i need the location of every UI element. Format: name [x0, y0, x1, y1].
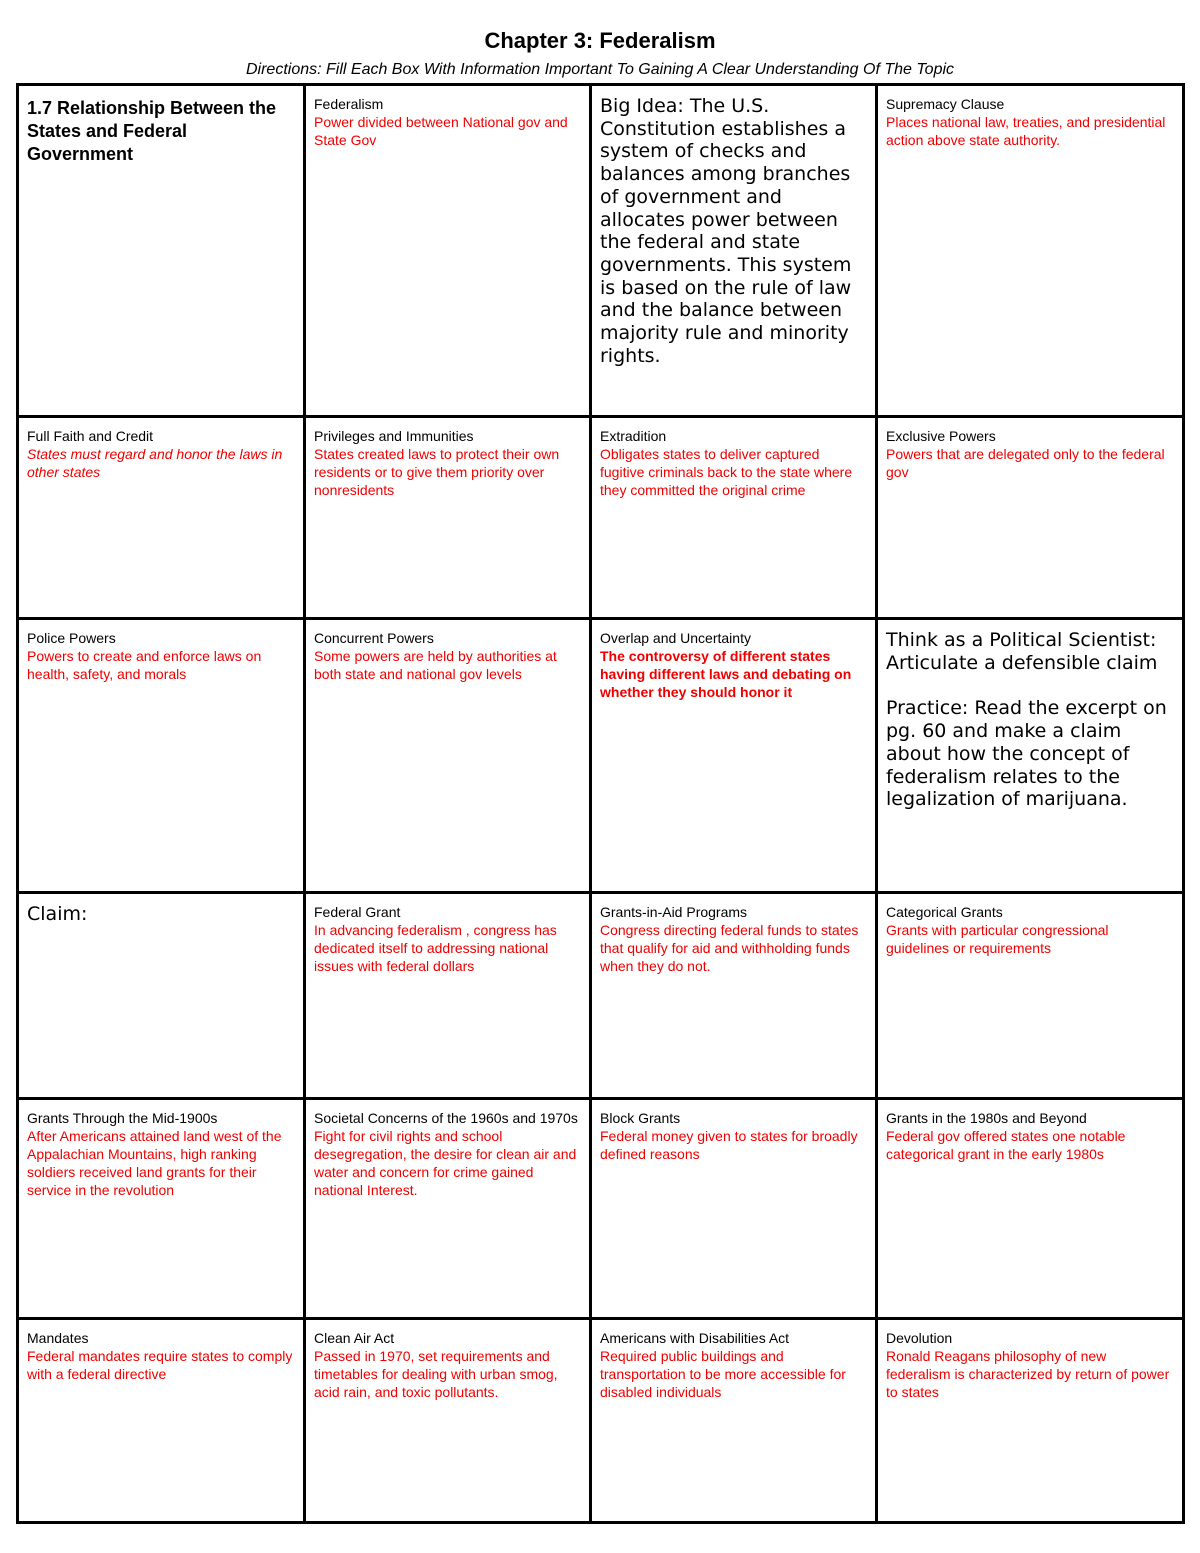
def-societal: Fight for civil rights and school desegregation, the desire for clean air and water and concern for crime gained national Interest.	[314, 1128, 577, 1198]
term-police: Police Powers	[27, 630, 116, 646]
directions: Directions: Fill Each Box With Information Important To Gaining A Clear Understanding Of The Topic	[245, 61, 955, 78]
term-privileges: Privileges and Immunities	[314, 428, 474, 444]
def-privileges: States created laws to protect their own residents or to give them priority over nonresidents	[314, 446, 560, 498]
term-supremacy: Supremacy Clause	[886, 96, 1005, 112]
cell-ada	[591, 1319, 877, 1523]
term-federal-grant: Federal Grant	[314, 904, 401, 920]
cell-mandates	[18, 1319, 305, 1523]
cell-police	[18, 619, 305, 893]
def-supremacy: Places national law, treaties, and presidential action above state authority.	[886, 114, 1166, 148]
grid-row-1	[18, 85, 1184, 417]
cell-heading	[18, 85, 305, 417]
cell-claim	[18, 893, 305, 1099]
def-exclusive: Powers that are delegated only to the federal gov	[886, 446, 1165, 480]
term-extradition: Extradition	[600, 428, 667, 444]
def-mandates: Federal mandates require states to comply with a federal directive	[27, 1348, 293, 1382]
def-extradition: Obligates states to deliver captured fugitive criminals back to the state where they committed the original crime	[600, 446, 853, 498]
term-mandates: Mandates	[27, 1330, 89, 1346]
cell-block	[591, 1099, 877, 1319]
term-societal: Societal Concerns of the 1960s and 1970s	[314, 1110, 578, 1126]
term-grants-1980s: Grants in the 1980s and Beyond	[886, 1110, 1087, 1126]
def-police: Powers to create and enforce laws on health, safety, and morals	[27, 648, 262, 682]
notes-grid	[16, 83, 1185, 1524]
term-federalism: Federalism	[314, 96, 384, 112]
think-prompt	[886, 629, 1174, 811]
cell-grants-1980s	[877, 1099, 1184, 1319]
page-title: Chapter 3: Federalism	[484, 28, 716, 53]
def-grants-mid1900s: After Americans attained land west of the Appalachian Mountains, high ranking soldiers received land grants for their service in the revolution	[27, 1128, 282, 1198]
cell-concurrent	[305, 619, 591, 893]
def-clean-air: Passed in 1970, set requirements and timetables for dealing with urban smog, acid rain, and toxic pollutants.	[314, 1348, 558, 1400]
def-grants-1980s: Federal gov offered states one notable categorical grant in the early 1980s	[886, 1128, 1126, 1162]
term-devolution: Devolution	[886, 1330, 953, 1346]
def-full-faith: States must regard and honor the laws in other states	[27, 446, 283, 480]
term-block: Block Grants	[600, 1110, 681, 1126]
grid-row-2	[18, 417, 1184, 619]
big-idea-text: Big Idea: The U.S. Constitution establishes a system of checks and balances among branches of government and allocates power between the federal and state governments. This system is based on the rule of law and the balance between majority rule and minority rights.	[600, 95, 852, 367]
cell-federal-grant	[305, 893, 591, 1099]
cell-big-idea	[591, 85, 877, 417]
term-concurrent: Concurrent Powers	[314, 630, 434, 646]
cell-grants-in-aid	[591, 893, 877, 1099]
def-federal-grant: In advancing federalism , congress has dedicated itself to addressing national issues with federal dollars	[314, 922, 557, 974]
def-devolution: Ronald Reagans philosophy of new federalism is characterized by return of power to states	[886, 1348, 1170, 1400]
claim-label: Claim:	[27, 903, 88, 925]
grid-row-5	[18, 1099, 1184, 1319]
cell-privileges	[305, 417, 591, 619]
think-line-2: Practice: Read the excerpt on pg. 60 and make a claim about how the concept of federalism relates to the legalization of marijuana.	[886, 697, 1167, 811]
grid-row-3	[18, 619, 1184, 893]
cell-grants-mid1900s	[18, 1099, 305, 1319]
cell-clean-air	[305, 1319, 591, 1523]
term-clean-air: Clean Air Act	[314, 1330, 395, 1346]
def-concurrent: Some powers are held by authorities at both state and national gov levels	[314, 648, 557, 682]
cell-exclusive	[877, 417, 1184, 619]
cell-think	[877, 619, 1184, 893]
cell-full-faith	[18, 417, 305, 619]
cell-devolution	[877, 1319, 1184, 1523]
term-overlap: Overlap and Uncertainty	[600, 630, 751, 646]
cell-federalism	[305, 85, 591, 417]
def-categorical: Grants with particular congressional guidelines or requirements	[886, 922, 1109, 956]
section-heading: 1.7 Relationship Between the States and Federal Government	[27, 98, 277, 164]
term-grants-in-aid: Grants-in-Aid Programs	[600, 904, 748, 920]
cell-extradition	[591, 417, 877, 619]
def-overlap: The controversy of different states having different laws and debating on whether they should honor it	[600, 648, 852, 700]
cell-supremacy	[877, 85, 1184, 417]
grid-row-4	[18, 893, 1184, 1099]
term-grants-mid1900s: Grants Through the Mid-1900s	[27, 1110, 218, 1126]
think-line-1: Think as a Political Scientist: Articulate a defensible claim	[886, 629, 1158, 674]
def-ada: Required public buildings and transportation to be more accessible for disabled individuals	[600, 1348, 846, 1400]
term-exclusive: Exclusive Powers	[886, 428, 996, 444]
term-full-faith: Full Faith and Credit	[27, 428, 154, 444]
cell-societal	[305, 1099, 591, 1319]
def-block: Federal money given to states for broadly defined reasons	[600, 1128, 858, 1162]
def-grants-in-aid: Congress directing federal funds to states that qualify for aid and withholding funds when they do not.	[600, 922, 859, 974]
cell-overlap	[591, 619, 877, 893]
grid-row-6	[18, 1319, 1184, 1523]
def-federalism: Power divided between National gov and State Gov	[314, 114, 568, 148]
term-categorical: Categorical Grants	[886, 904, 1003, 920]
cell-categorical	[877, 893, 1184, 1099]
term-ada: Americans with Disabilities Act	[600, 1330, 790, 1346]
